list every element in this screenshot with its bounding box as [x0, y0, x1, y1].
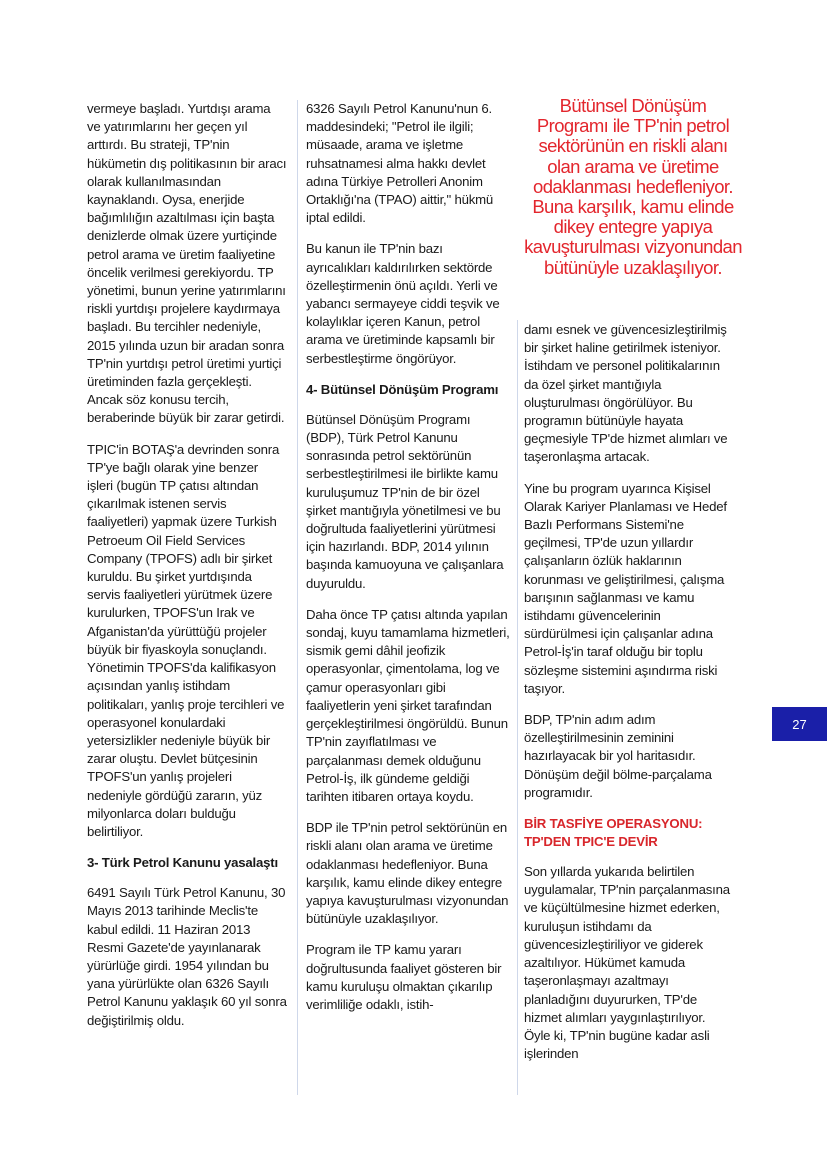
paragraph: 6491 Sayılı Türk Petrol Kanunu, 30 Mayıs 2013 tarihinde Meclis'te kabul edildi. 11 Haziran 2013 Resmi Gazete'de yayınlanarak yürürlüğe girdi. 1954 yılından bu yana yürürlükte olan 6326 Sayılı Petrol Kanunu yaklaşık 60 yıl sonra değiştirilmiş oldu.: [87, 885, 287, 1028]
paragraph: Yine bu program uyarınca Kişisel Olarak Kariyer Planlaması ve Hedef Bazlı Performans Sistemi'ne geçilmesi, TP'de uzun yıllardır çalışanların özlük haklarının korunması ve geliştirilmesi, çalışma barışının sağlanması ve kamu istihdamı güvencelerinin sürdürülmesi için çalışanlar adına Petrol-İş'in taraf olduğu bir toplu sözleşme sistemini aşındırma riski taşıyor.: [524, 480, 727, 696]
section-heading: 4- Bütünsel Dönüşüm Programı: [306, 381, 499, 397]
paragraph: Son yıllarda yukarıda belirtilen uygulamalar, TP'nin parçalanmasına ve küçültülmesine hizmet ederken, kuruluşun istihdamı da güvencesizleştiriliyor ve giderek azaltılıyor. Hükümet kamuda taşeronlaşmayı azaltmayı planladığını duyururken, TP'de hizmet alımları yaygınlaştırılıyor. Öyle ki, TP'nin bugüne kadar asli işlerinden: [524, 864, 730, 1062]
paragraph: vermeye başladı. Yurtdışı arama ve yatırımlarını her geçen yıl arttırdı. Bu strateji, TP'nin hükümetin dış politikasının bir aracı olarak kullanılmasından kaynaklandı. Oysa, enerjide bağımlılığın azaltılması için başta denizlerde olmak üzere yurtiçinde petrol arama ve üretim faaliyetine öncelik verilmesi gerekiyordu. TP yönetimi, bunun yerine yatırımlarını riskli yurtdışı projelere kaydırmaya başladı. Bu tercihler nedeniyle, 2015 yılında uzun bir aradan sonra TP'nin yurtdışı petrol üretimi yurtiçi üretiminden fazla gerçekleşti. Ancak söz konusu tercih, beraberinde büyük bir zarar getirdi.: [87, 101, 287, 426]
paragraph: Program ile TP kamu yararı doğrultusunda faaliyet gösteren bir kamu kuruluşu olmaktan çıkarılıp verimliliğe odaklı, istih-: [306, 942, 502, 1012]
paragraph: BDP, TP'nin adım adım özelleştirilmesinin zeminini hazırlayacak bir yol haritasıdır. Dönüşüm değil bölme-parçalama programıdır.: [524, 712, 712, 800]
page-number-tab: [772, 707, 827, 741]
paragraph: Daha önce TP çatısı altında yapılan sondaj, kuyu tamamlama hizmetleri, sismik gemi dâhil jeofizik operasyonlar, çimentolama, log ve çamur operasyonları gibi faaliyetlerin yeni şirket tarafından gerçekleştirilmesi öngörüldü. Bunun TP'nin zayıflatılması ve parçalanması demek olduğunu Petrol-İş, ilk gündeme geldiği tarihten itibaren ortaya koydu.: [306, 606, 510, 804]
paragraph: Bu kanun ile TP'nin bazı ayrıcalıkları kaldırılırken sektörde özelleştirmenin önü açıldı. Yerli ve yabancı sermayeye ciddi teşvik ve kolaylıklar içeren Kanun, petrol arama ve üretiminde kapsamlı bir serbestleştirme öngörüyor.: [306, 241, 500, 366]
paragraph: Bütünsel Dönüşüm Programı (BDP), Türk Petrol Kanunu sonrasında petrol sektörünün serbestleştirilmesi ile birlikte kamu kuruluşumuz TP'nin de bir özel şirket mantığıyla yönetilmesi ve bu doğrultuda faaliyetlerini yürütmesi için hazırlandı. BDP, 2014 yılının başında kamuoyuna ve çalışanlara duyuruldu.: [306, 411, 504, 591]
section-heading: 3- Türk Petrol Kanunu yasalaştı: [87, 855, 278, 871]
paragraph: 6326 Sayılı Petrol Kanunu'nun 6. maddesindeki; "Petrol ile ilgili; müsaade, arama ve işletme ruhsatnamesi alma hakkı devlet adına Türkiye Petrolleri Anonim Ortaklığı'na (TPAO) aittir," hükmü iptal edildi.: [306, 101, 494, 226]
text-column-3: [524, 321, 732, 1076]
pull-quote: Bütünsel Dönüşüm Programı ile TP'nin petrol sektörünün en riskli alanı olan arama ve üretime odaklanması hedefleniyor. Buna karşılık, kamu elinde dikey entegre yapıya kavuşturulması vizyonundan bütünüyle uzaklaşılıyor.: [524, 95, 742, 278]
page-number: 27: [792, 716, 807, 732]
column-divider: [517, 320, 518, 1095]
column-divider: [297, 100, 298, 1095]
paragraph: TPIC'in BOTAŞ'a devrinden sonra TP'ye bağlı olarak yine benzer işleri (bugün TP çatısı altından çıkarılmak istenen servis faaliyetleri) yapmak üzere Turkish Petroeum Oil Field Services Company (TPOFS) adlı bir şirket kuruldu. Bu şirket yurtdışında servis faaliyetleri yürütmek üzere kurulurken, TPOFS'un Irak ve Afganistan'da yürüttüğü projeler büyük bir fiyaskoyla sonuçlandı. Yönetimin TPOFS'da kalifikasyon açısından yanlış istihdam politikaları, yanlış proje tercihleri ve operasyonel konulardaki yetersizlikler nedeniyle büyük bir zarar oluştu. Devlet bütçesinin TPOFS'un yanlış projeleri nedeniyle gördüğü zararın, yüz milyonlarca doları bulduğu belirtiliyor.: [87, 441, 285, 839]
paragraph: damı esnek ve güvencesizleştirilmiş bir şirket haline getirilmek isteniyor. İstihdam ve personel politikalarının da özel şirket mantığıyla oluşturulması öngörülüyor. Bu programın bütünüyle hayata geçmesiyle TP'de hizmet alımları ve taşeronlaşma artacak.: [524, 322, 728, 465]
paragraph: BDP ile TP'nin petrol sektörünün en riskli alanı olan arama ve üretime odaklanması hedefleniyor. Buna karşılık, kamu elinde dikey entegre yapıya kavuşturulması vizyonundan bütünüyle uzaklaşılıyor.: [306, 820, 509, 927]
section-heading: BİR TASFİYE OPERASYONU: TP'DEN TPIC'E DEVİR: [524, 816, 703, 850]
text-column-2: [306, 100, 511, 1027]
text-column-1: [87, 100, 287, 1043]
